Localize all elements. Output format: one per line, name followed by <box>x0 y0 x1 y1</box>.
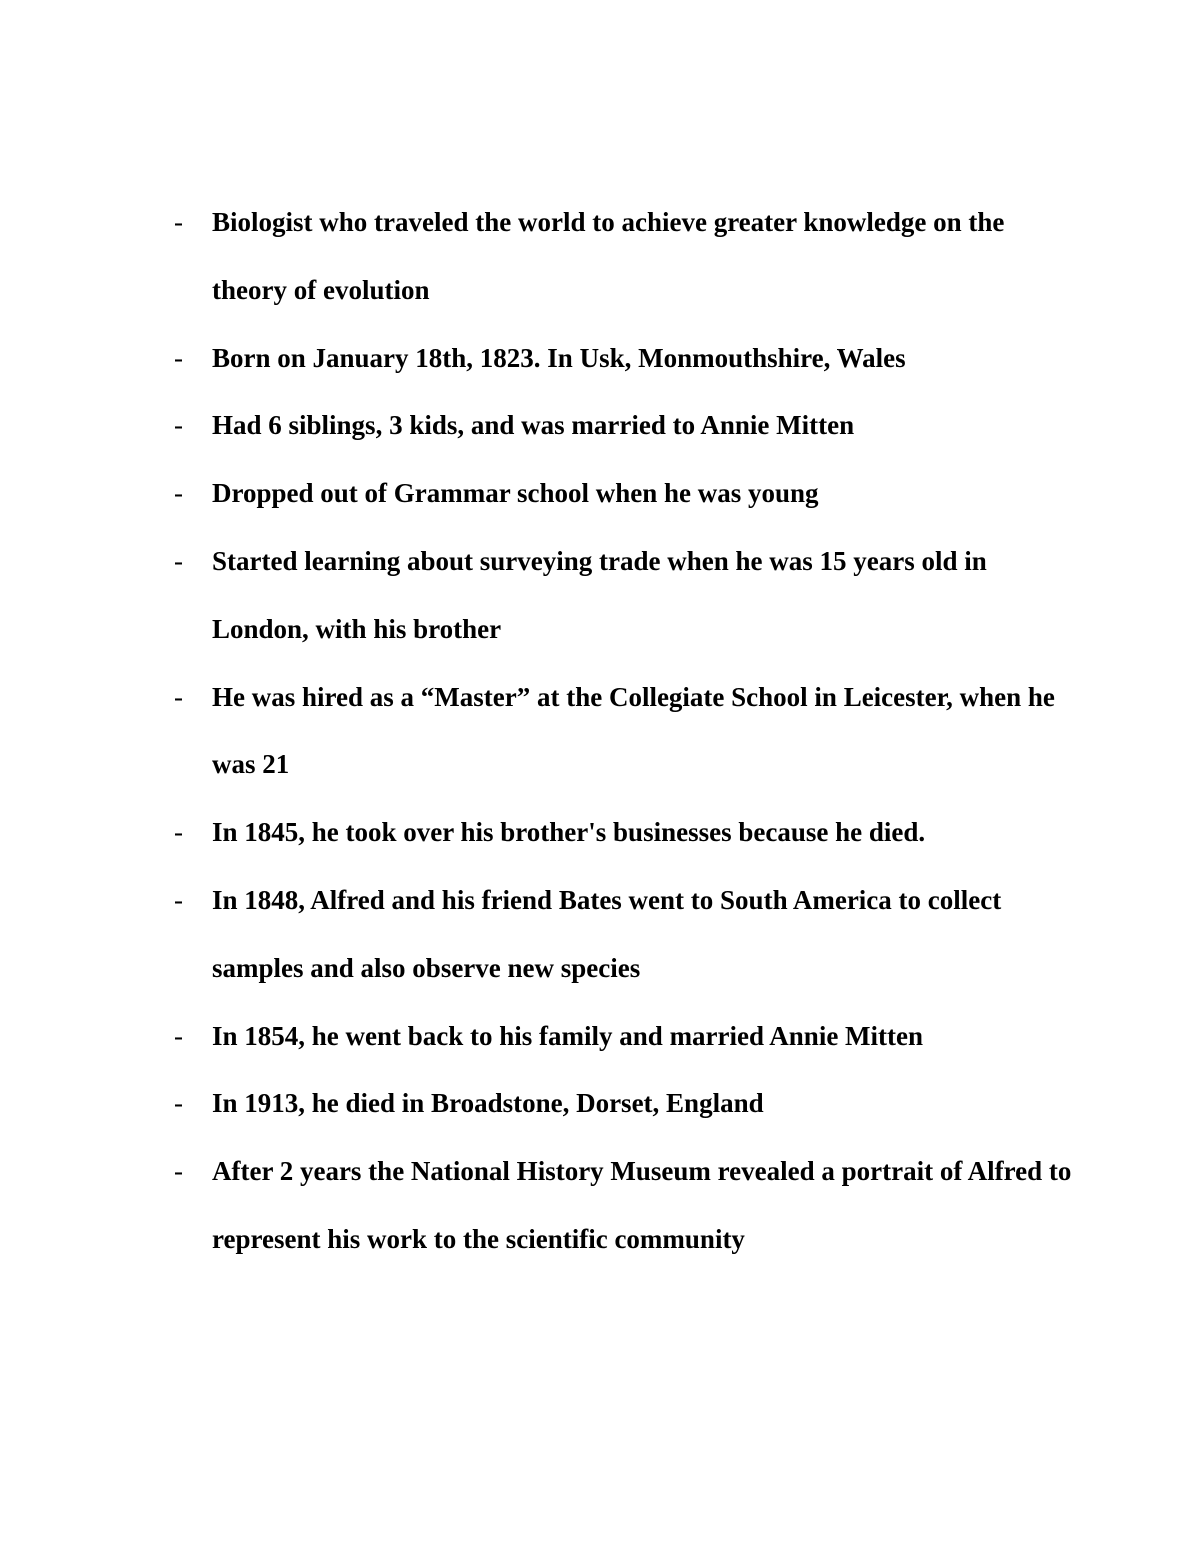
list-item-text: In 1854, he went back to his family and married Annie Mitten <box>212 1020 924 1051</box>
list-item <box>0 1070 1072 1138</box>
list-item-text: Dropped out of Grammar school when he was young <box>212 478 819 509</box>
bullet-marker: - <box>174 884 183 915</box>
list-item-text: In 1913, he died in Broadstone, Dorset, England <box>212 1088 764 1119</box>
bullet-marker: - <box>174 817 183 848</box>
list-item <box>0 1138 1072 1274</box>
list-item <box>0 528 1072 664</box>
bullet-marker: - <box>174 1156 183 1187</box>
bullet-marker: - <box>174 207 183 237</box>
list-item <box>0 392 1072 460</box>
list-item-text: Started learning about surveying trade when he was 15 years old in London, with his brother <box>212 545 987 644</box>
list-item-text: Born on January 18th, 1823. In Usk, Monmouthshire, Wales <box>212 342 906 373</box>
list-item-text: In 1848, Alfred and his friend Bates went to South America to collect samples and also observe new species <box>212 884 1002 983</box>
list-item <box>0 799 1072 867</box>
list-item <box>0 189 1072 325</box>
list-item <box>0 325 1072 393</box>
list-item-text: He was hired as a “Master” at the Collegiate School in Leicester, when he was 21 <box>212 681 1055 780</box>
list-item <box>0 460 1072 528</box>
bullet-marker: - <box>174 478 183 509</box>
list-item <box>0 664 1072 800</box>
list-item-text: Had 6 siblings, 3 kids, and was married to Annie Mitten <box>212 410 855 441</box>
bullet-marker: - <box>174 410 183 441</box>
bullet-marker: - <box>174 342 183 373</box>
list-item-text: After 2 years the National History Museum revealed a portrait of Alfred to represent his work to the scientific community <box>212 1156 1072 1254</box>
list-item-text: Biologist who traveled the world to achieve greater knowledge on the theory of evolution <box>212 207 1005 305</box>
bullet-marker: - <box>174 1020 183 1051</box>
bullet-marker: - <box>174 545 183 576</box>
bullet-marker: - <box>174 681 183 712</box>
bullet-marker: - <box>174 1088 183 1119</box>
bullet-list <box>0 189 1200 1274</box>
list-item-text: In 1845, he took over his brother's businesses because he died. <box>212 817 926 848</box>
list-item <box>0 1003 1072 1071</box>
list-item <box>0 867 1072 1003</box>
